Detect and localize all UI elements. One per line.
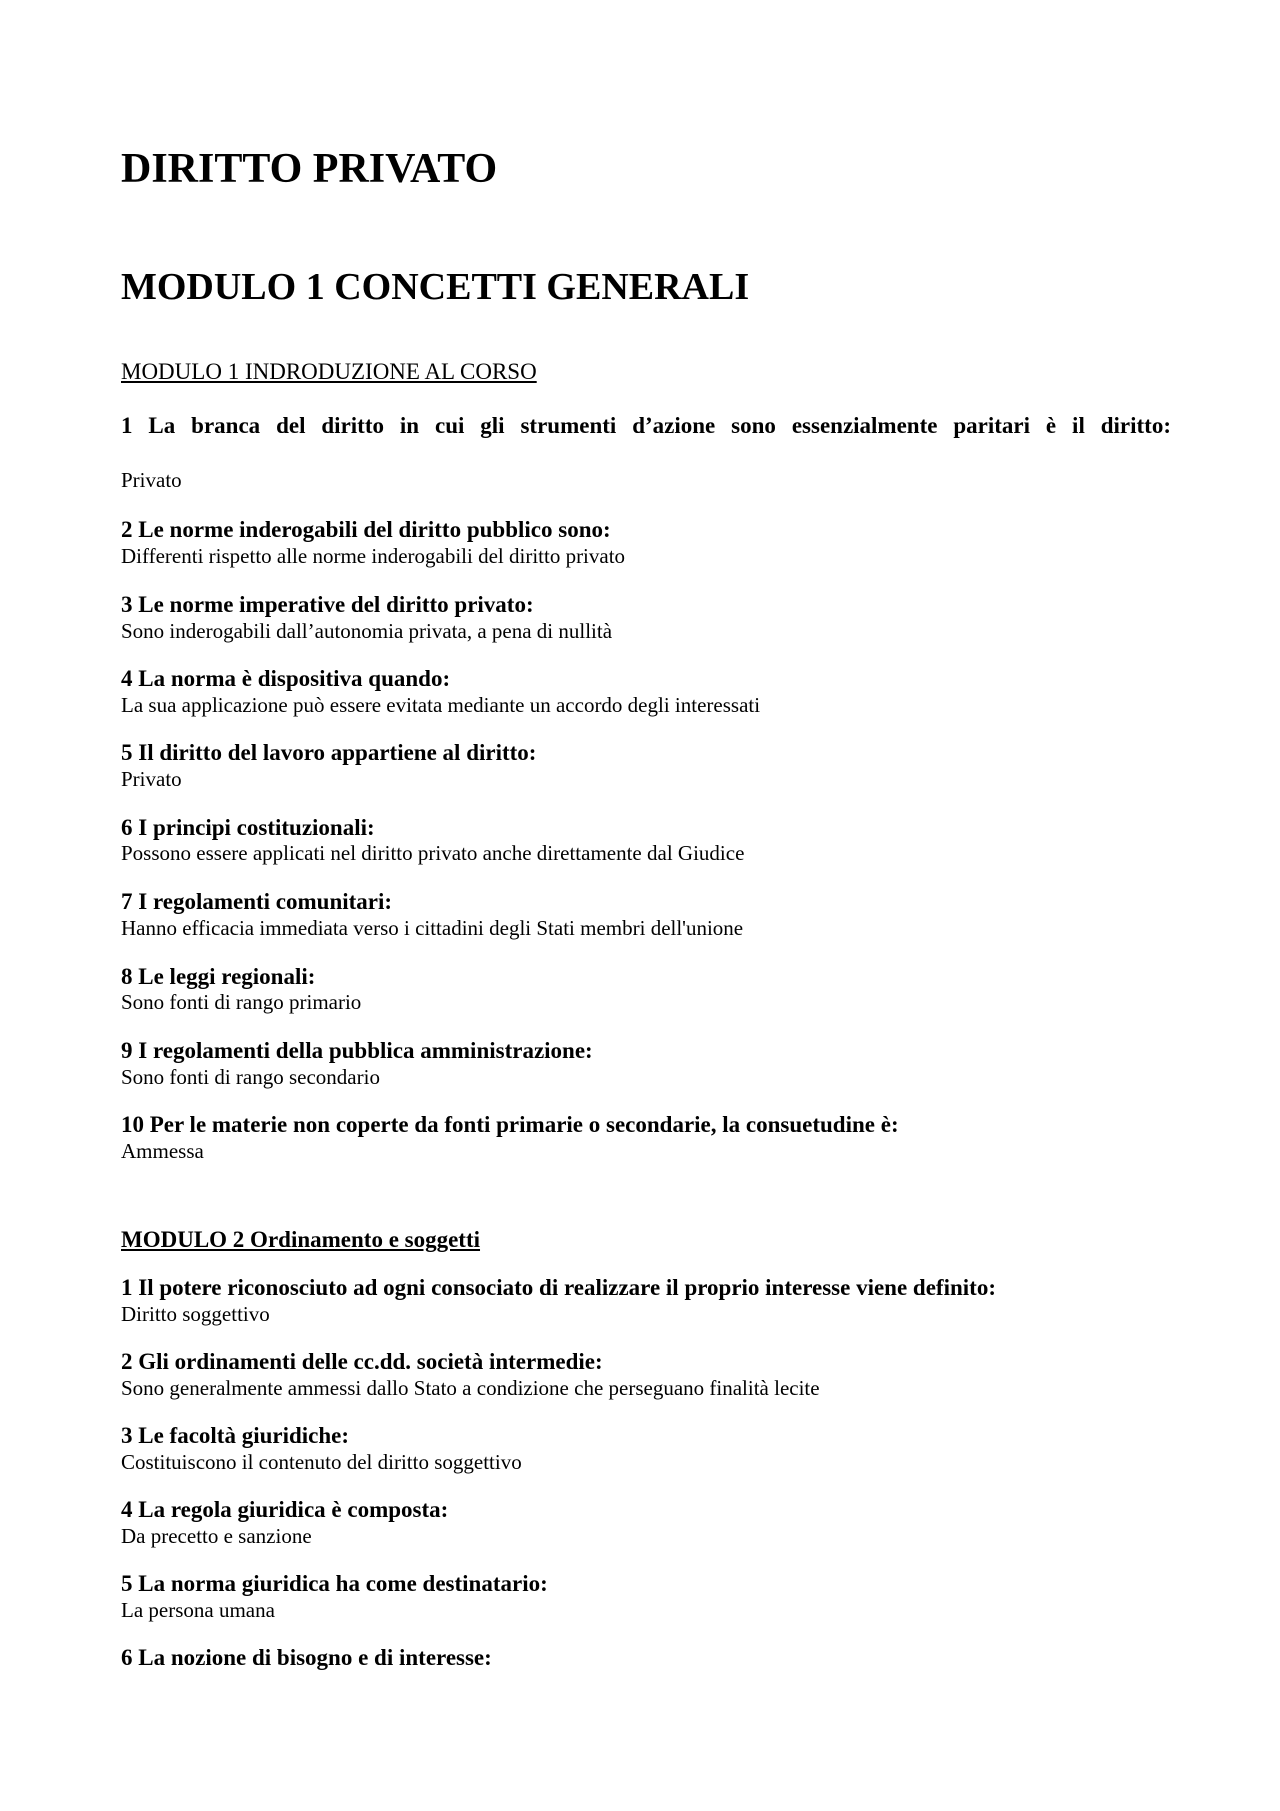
module-title: MODULO 1 CONCETTI GENERALI: [121, 266, 750, 308]
answer-2-2: Sono generalmente ammessi dallo Stato a condizione che perseguano finalità lecite: [121, 1376, 820, 1400]
question-1-6: 6 I principi costituzionali:: [121, 815, 375, 840]
question-1-8: 8 Le leggi regionali:: [121, 964, 316, 989]
question-1-1: 1 La branca del diritto in cui gli strumenti d’azione sono essenzialmente paritari è il diritto:: [121, 413, 1171, 438]
answer-1-3: Sono inderogabili dall’autonomia privata, a pena di nullità: [121, 619, 613, 643]
question-2-1: 1 Il potere riconosciuto ad ogni consociato di realizzare il proprio interesse viene definito:: [121, 1275, 996, 1300]
answer-1-9: Sono fonti di rango secondario: [121, 1065, 380, 1089]
answer-1-4: La sua applicazione può essere evitata mediante un accordo degli interessati: [121, 693, 761, 717]
answer-2-3: Costituiscono il contenuto del diritto soggettivo: [121, 1450, 522, 1474]
document-title: DIRITTO PRIVATO: [121, 146, 498, 192]
answer-2-4: Da precetto e sanzione: [121, 1524, 312, 1548]
answer-1-7: Hanno efficacia immediata verso i cittadini degli Stati membri dell'unione: [121, 916, 744, 940]
section-heading-module-2: MODULO 2 Ordinamento e soggetti: [121, 1227, 481, 1252]
question-1-9: 9 I regolamenti della pubblica amministrazione:: [121, 1038, 593, 1063]
question-2-4: 4 La regola giuridica è composta:: [121, 1497, 449, 1522]
question-1-4: 4 La norma è dispositiva quando:: [121, 666, 451, 691]
question-1-10: 10 Per le materie non coperte da fonti primarie o secondarie, la consuetudine è:: [121, 1112, 899, 1137]
answer-1-6: Possono essere applicati nel diritto privato anche direttamente dal Giudice: [121, 841, 745, 865]
section-heading-module-1: MODULO 1 INDRODUZIONE AL CORSO: [121, 359, 537, 384]
question-1-3: 3 Le norme imperative del diritto privato:: [121, 592, 534, 617]
answer-1-2: Differenti rispetto alle norme inderogabili del diritto privato: [121, 544, 626, 568]
answer-1-8: Sono fonti di rango primario: [121, 990, 362, 1014]
answer-1-1: Privato: [121, 468, 182, 492]
question-2-3: 3 Le facoltà giuridiche:: [121, 1423, 350, 1448]
answer-2-5: La persona umana: [121, 1598, 275, 1622]
answer-1-10: Ammessa: [121, 1139, 204, 1163]
question-2-6: 6 La nozione di bisogno e di interesse:: [121, 1645, 492, 1670]
answer-2-1: Diritto soggettivo: [121, 1302, 270, 1326]
answer-1-5: Privato: [121, 767, 182, 791]
question-1-7: 7 I regolamenti comunitari:: [121, 889, 393, 914]
question-2-5: 5 La norma giuridica ha come destinatario:: [121, 1571, 548, 1596]
question-1-5: 5 Il diritto del lavoro appartiene al diritto:: [121, 740, 537, 765]
question-1-2: 2 Le norme inderogabili del diritto pubblico sono:: [121, 517, 611, 542]
question-2-2: 2 Gli ordinamenti delle cc.dd. società intermedie:: [121, 1349, 603, 1374]
